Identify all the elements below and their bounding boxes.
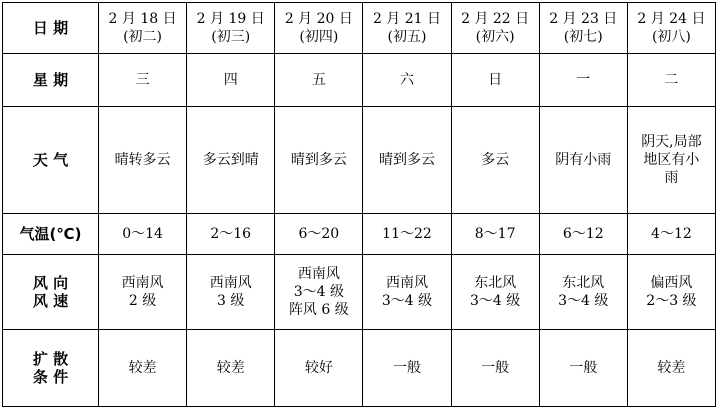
temperature-cell: 4～12 — [627, 214, 715, 255]
lunar-date-text: (初三) — [211, 29, 251, 45]
weather-cell: 多云到晴 — [187, 107, 275, 214]
lunar-date-text: (初八) — [651, 29, 691, 45]
diffusion-cell: 一般 — [363, 330, 451, 407]
date-row-header: 日 期 — [3, 3, 99, 54]
date-cell — [275, 3, 363, 54]
temperature-cell: 0～14 — [99, 214, 187, 255]
date-text: 2 月 19 日 — [196, 11, 265, 27]
wind-cell: 西南风 2 级 — [99, 255, 187, 330]
temperature-row — [3, 214, 716, 255]
wind-cell: 西南风 3～4 级 阵风 6 级 — [275, 255, 363, 330]
diffusion-cell: 一般 — [539, 330, 627, 407]
wind-cell: 西南风 3～4 级 — [363, 255, 451, 330]
weather-cell: 多云 — [451, 107, 539, 214]
weekday-cell: 五 — [275, 54, 363, 107]
temperature-cell: 6～20 — [275, 214, 363, 255]
diffusion-cell: 较差 — [627, 330, 715, 407]
temperature-cell: 8～17 — [451, 214, 539, 255]
date-text: 2 月 23 日 — [549, 11, 618, 27]
wind-cell: 偏西风 2～3 级 — [627, 255, 715, 330]
date-cell — [363, 3, 451, 54]
weather-row-header: 天 气 — [3, 107, 99, 214]
weekday-cell: 一 — [539, 54, 627, 107]
lunar-date-text: (初五) — [387, 29, 427, 45]
date-text: 2 月 18 日 — [108, 11, 177, 27]
weekday-cell: 四 — [187, 54, 275, 107]
weather-cell: 阴有小雨 — [539, 107, 627, 214]
date-cell — [539, 3, 627, 54]
weekday-row — [3, 54, 716, 107]
temperature-cell: 6～12 — [539, 214, 627, 255]
lunar-date-text: (初七) — [563, 29, 603, 45]
wind-row-header: 风 向 风 速 — [3, 255, 99, 330]
diffusion-cell: 较差 — [187, 330, 275, 407]
date-text: 2 月 24 日 — [637, 11, 706, 27]
diffusion-cell: 一般 — [451, 330, 539, 407]
weekday-cell: 六 — [363, 54, 451, 107]
weekday-cell: 三 — [99, 54, 187, 107]
weekday-row-header: 星 期 — [3, 54, 99, 107]
diffusion-cell: 较好 — [275, 330, 363, 407]
weekday-cell: 二 — [627, 54, 715, 107]
weather-cell: 阴天,局部 地区有小 雨 — [627, 107, 715, 214]
weather-cell: 晴转多云 — [99, 107, 187, 214]
date-text: 2 月 22 日 — [461, 11, 530, 27]
diffusion-cell: 较差 — [99, 330, 187, 407]
temperature-cell: 11～22 — [363, 214, 451, 255]
weekday-cell: 日 — [451, 54, 539, 107]
weather-row — [3, 107, 716, 214]
date-text: 2 月 20 日 — [284, 11, 353, 27]
weather-cell: 晴到多云 — [363, 107, 451, 214]
temperature-cell: 2～16 — [187, 214, 275, 255]
date-cell — [627, 3, 715, 54]
date-cell — [99, 3, 187, 54]
date-cell — [451, 3, 539, 54]
date-text: 2 月 21 日 — [372, 11, 442, 27]
lunar-date-text: (初六) — [475, 29, 515, 45]
date-cell — [187, 3, 275, 54]
weather-forecast-table — [2, 2, 716, 407]
lunar-date-text: (初二) — [123, 29, 163, 45]
wind-cell: 西南风 3 级 — [187, 255, 275, 330]
diffusion-row — [3, 330, 716, 407]
temperature-row-header: 气温(℃) — [3, 214, 99, 255]
wind-cell: 东北风 3～4 级 — [451, 255, 539, 330]
date-row — [3, 3, 716, 54]
wind-cell: 东北风 3～4 级 — [539, 255, 627, 330]
lunar-date-text: (初四) — [299, 29, 339, 45]
wind-row — [3, 255, 716, 330]
diffusion-row-header: 扩 散 条 件 — [3, 330, 99, 407]
weather-cell: 晴到多云 — [275, 107, 363, 214]
